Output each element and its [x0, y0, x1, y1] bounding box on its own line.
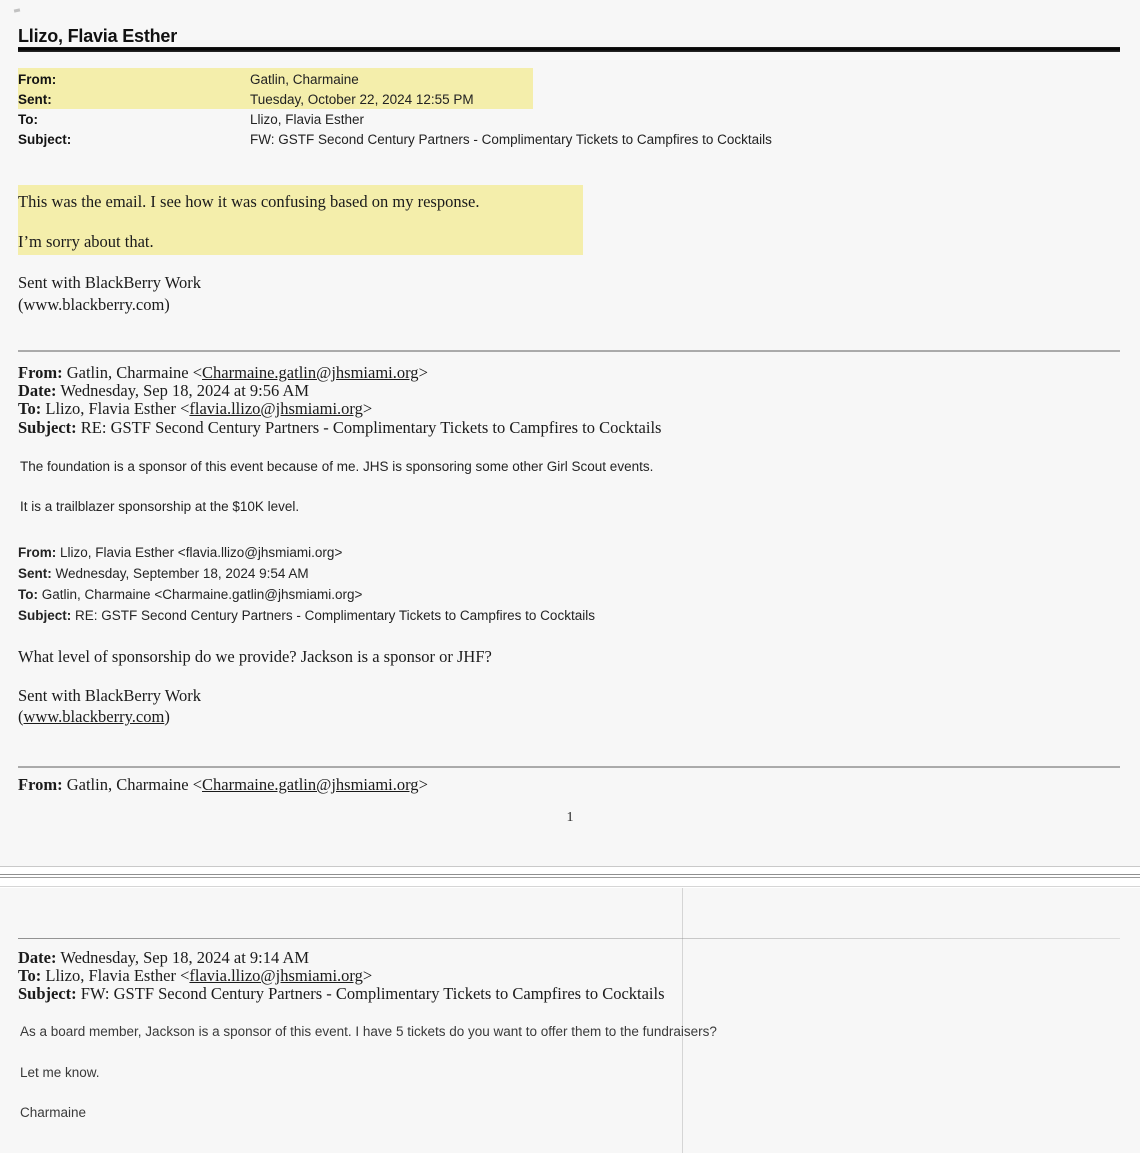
quoted-1-to-row [18, 399, 372, 419]
quoted-1-from-email-link[interactable]: Charmaine.gatlin@jhsmiami.org [202, 363, 419, 382]
quoted-2-sent-label: Sent: [18, 566, 52, 581]
page-two-to-label: To: [18, 966, 42, 985]
page-boundary-line-mid [0, 874, 1140, 875]
quoted-2-to-row [18, 587, 362, 602]
signature-2-paren-close: ) [164, 707, 170, 726]
quoted-1-to-email-link[interactable]: flavia.llizo@jhsmiami.org [189, 399, 363, 418]
page-two-to-email-link[interactable]: flavia.llizo@jhsmiami.org [189, 966, 363, 985]
quoted-3-from-row [18, 775, 428, 795]
quoted-1-from-value: Gatlin, Charmaine < [66, 363, 203, 382]
page-two-separator-rule [18, 938, 1120, 939]
header-row-subject [18, 130, 1018, 150]
quoted-1-subject-label: Subject: [18, 418, 77, 437]
quoted-1-subject-row [18, 418, 661, 438]
quoted-3-from-value: Gatlin, Charmaine < [66, 775, 203, 794]
page-two-to-row [18, 966, 372, 986]
scan-fold-line [682, 888, 683, 1153]
page-number: 1 [566, 810, 574, 825]
quoted-2-subject-row [18, 608, 595, 623]
quoted-2-from-row [18, 545, 342, 560]
header-label-subject: Subject: [18, 132, 72, 147]
header-value-to: Llizo, Flavia Esther [250, 112, 365, 127]
quoted-2-to-value: Gatlin, Charmaine <Charmaine.gatlin@jhsmiami.org> [41, 587, 363, 602]
quoted-1-body-2: It is a trailblazer sponsorship at the $10K level. [20, 499, 300, 514]
page-title: Llizo, Flavia Esther [18, 26, 178, 46]
quoted-1-to-value: Llizo, Flavia Esther < [45, 399, 190, 418]
quoted-1-to-label: To: [18, 399, 42, 418]
page-two-signature: Charmaine [20, 1105, 87, 1120]
body-line-2: I’m sorry about that. [18, 232, 154, 251]
quoted-2-body-1: What level of sponsorship do we provide? Jackson is a sponsor or JHF? [18, 647, 492, 666]
page-boundary-gap [0, 866, 1140, 888]
quoted-2-sent-row [18, 566, 309, 581]
header-row-sent [18, 90, 1018, 110]
page-two-body-2: Let me know. [20, 1065, 100, 1080]
quoted-2-subject-value: RE: GSTF Second Century Partners - Complimentary Tickets to Campfires to Cocktails [75, 608, 595, 623]
page-boundary-line-mid-2 [0, 877, 1140, 878]
quoted-1-date-label: Date: [18, 381, 57, 400]
title-underline-rule [18, 47, 1120, 52]
quote-separator-rule-2 [18, 766, 1120, 768]
quoted-2-from-value: Llizo, Flavia Esther <flavia.llizo@jhsmiami.org> [60, 545, 343, 560]
page-two-to-value: Llizo, Flavia Esther < [45, 966, 190, 985]
quoted-2-from-label: From: [18, 545, 57, 560]
quoted-1-from-close: > [418, 363, 428, 382]
email-header-fields [18, 70, 1018, 150]
signature-2-line-1: Sent with BlackBerry Work [18, 686, 202, 705]
quoted-3-from-close: > [418, 775, 428, 794]
quoted-1-body-1: The foundation is a sponsor of this event because of me. JHS is sponsoring some other Girl Scout events. [20, 459, 654, 474]
quoted-2-subject-label: Subject: [18, 608, 72, 623]
quoted-3-from-email-link[interactable]: Charmaine.gatlin@jhsmiami.org [202, 775, 419, 794]
quoted-1-to-close: > [362, 399, 373, 418]
quoted-2-to-label: To: [18, 587, 38, 602]
header-label-sent: Sent: [18, 92, 52, 107]
signature-1-line-1: Sent with BlackBerry Work [18, 273, 202, 292]
quote-separator-rule-1 [18, 350, 1120, 352]
page-two-date-row [18, 948, 309, 968]
quoted-1-subject-value: RE: GSTF Second Century Partners - Complimentary Tickets to Campfires to Cocktails [80, 418, 662, 437]
page-boundary-line-top [0, 866, 1140, 867]
quoted-1-date-row [18, 381, 309, 401]
scan-artifact-speck [14, 8, 20, 12]
page-two-subject-row [18, 984, 665, 1004]
quoted-3-from-label: From: [18, 775, 63, 794]
signature-1-line-2: (www.blackberry.com) [18, 295, 170, 314]
document-page-two [0, 888, 1140, 1153]
blackberry-link[interactable]: www.blackberry.com [23, 707, 165, 726]
page-two-body-1: As a board member, Jackson is a sponsor of this event. I have 5 tickets do you want to offer them to the fundraisers? [20, 1024, 717, 1039]
page-two-subject-value: FW: GSTF Second Century Partners - Complimentary Tickets to Campfires to Cocktails [80, 984, 665, 1003]
page-boundary-line-bottom [0, 886, 1140, 887]
header-label-to: To: [18, 112, 38, 127]
quoted-1-from-row [18, 363, 428, 383]
quoted-2-sent-value: Wednesday, September 18, 2024 9:54 AM [55, 566, 309, 581]
signature-2-line-2 [18, 707, 170, 727]
body-line-1: This was the email. I see how it was confusing based on my response. [18, 192, 480, 211]
page-two-date-label: Date: [18, 948, 57, 967]
page-two-subject-label: Subject: [18, 984, 77, 1003]
signature-2-paren-open: ( [18, 707, 24, 726]
header-value-subject: FW: GSTF Second Century Partners - Complimentary Tickets to Campfires to Cocktails [250, 132, 772, 147]
header-value-from: Gatlin, Charmaine [250, 72, 359, 87]
header-row-to [18, 110, 1018, 130]
header-value-sent: Tuesday, October 22, 2024 12:55 PM [250, 92, 474, 107]
page-two-to-close: > [362, 966, 373, 985]
page-two-date-value: Wednesday, Sep 18, 2024 at 9:14 AM [60, 948, 310, 967]
header-row-from [18, 70, 1018, 90]
quoted-1-date-value: Wednesday, Sep 18, 2024 at 9:56 AM [60, 381, 310, 400]
header-label-from: From: [18, 72, 57, 87]
quoted-1-from-label: From: [18, 363, 63, 382]
